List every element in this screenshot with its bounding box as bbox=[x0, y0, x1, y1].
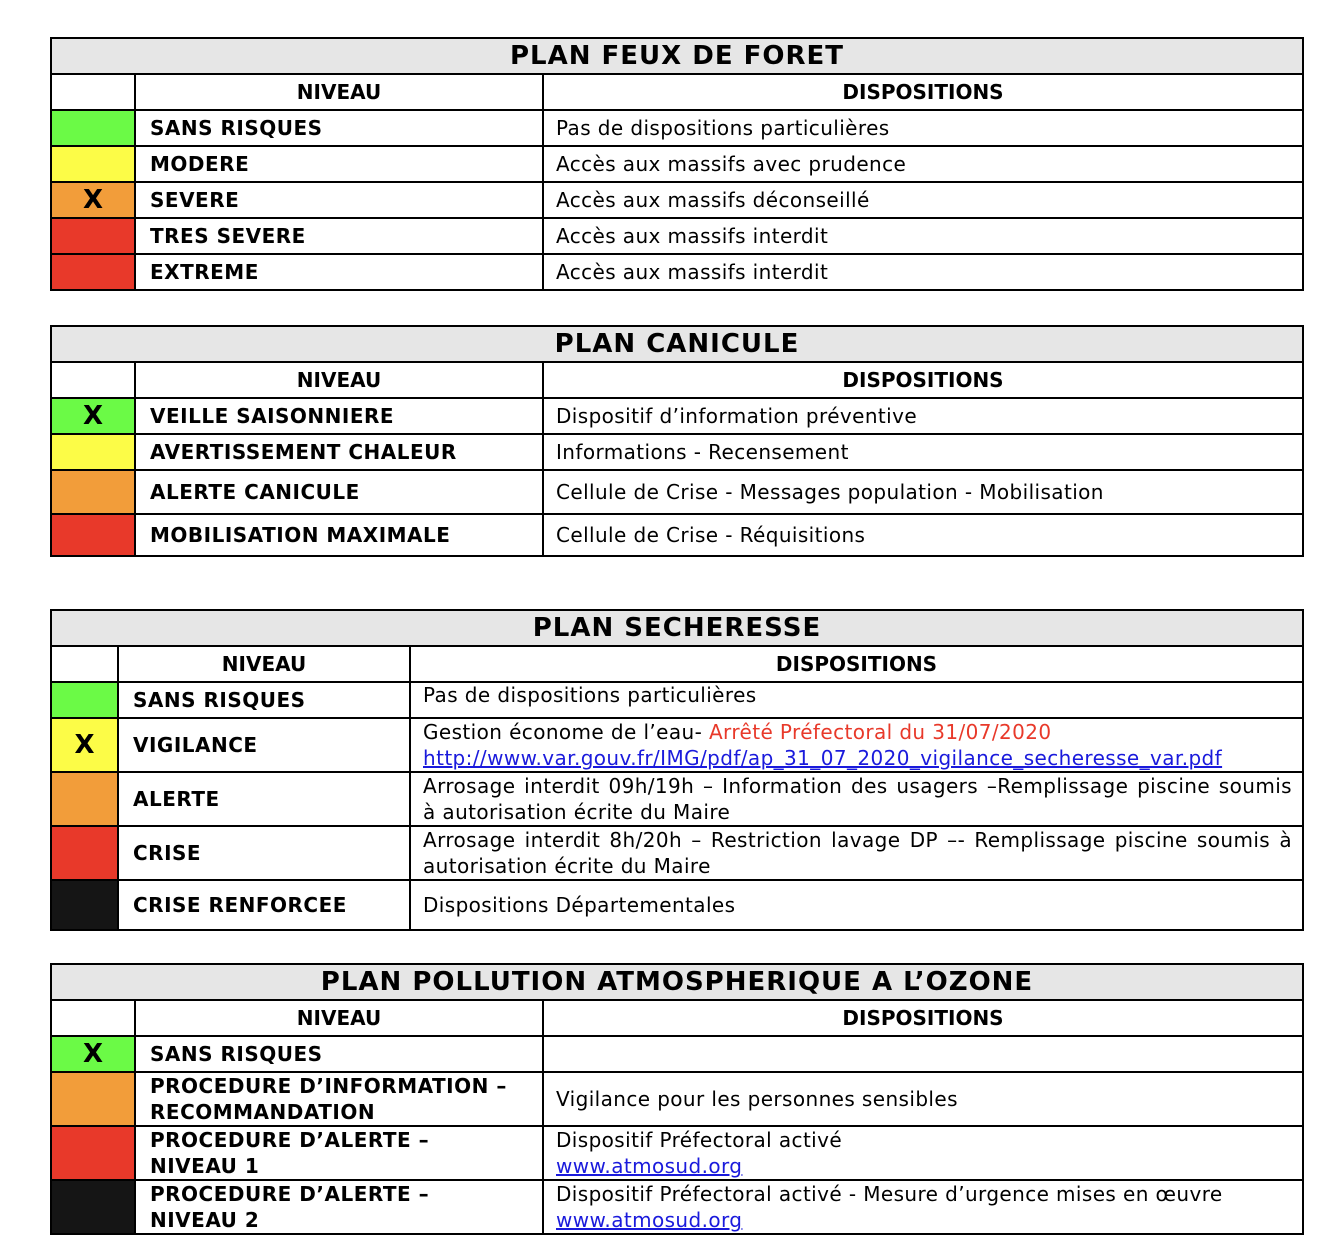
arrete-pdf-link[interactable]: http://www.var.gouv.fr/IMG/pdf/ap_31_07_2020_vigilance_secheresse_var.pdf bbox=[423, 746, 1223, 770]
level-swatch-red bbox=[51, 254, 135, 290]
table-row bbox=[51, 434, 1303, 470]
disposition-cell: Accès aux massifs déconseillé bbox=[543, 182, 1303, 218]
table-row bbox=[51, 826, 1303, 880]
plan-canicule-table bbox=[50, 325, 1304, 557]
niveau-cell: CRISE RENFORCEE bbox=[118, 880, 410, 930]
table-row bbox=[51, 682, 1303, 718]
level-swatch-red bbox=[51, 218, 135, 254]
disposition-cell bbox=[543, 1180, 1303, 1234]
level-swatch-green: X bbox=[51, 1036, 135, 1072]
niveau-cell: MOBILISATION MAXIMALE bbox=[135, 514, 543, 556]
table-title: PLAN CANICULE bbox=[51, 326, 1303, 362]
disposition-cell bbox=[543, 1126, 1303, 1180]
table-row bbox=[51, 218, 1303, 254]
plan-feux-de-foret-table bbox=[50, 37, 1304, 291]
table-row bbox=[51, 880, 1303, 930]
niveau-cell: VEILLE SAISONNIERE bbox=[135, 398, 543, 434]
table-row bbox=[51, 182, 1303, 218]
niveau-header: NIVEAU bbox=[135, 362, 543, 398]
niveau-cell: MODERE bbox=[135, 146, 543, 182]
niveau-header: NIVEAU bbox=[135, 1000, 543, 1036]
disposition-cell bbox=[410, 718, 1303, 772]
dispositions-header: DISPOSITIONS bbox=[543, 1000, 1303, 1036]
niveau-cell: ALERTE CANICULE bbox=[135, 470, 543, 514]
disposition-cell: Accès aux massifs interdit bbox=[543, 218, 1303, 254]
dispositions-header: DISPOSITIONS bbox=[410, 646, 1303, 682]
arrete-reference: Arrêté Préfectoral du 31/07/2020 bbox=[702, 720, 1052, 744]
atmosud-link[interactable]: www.atmosud.org bbox=[556, 1208, 743, 1232]
niveau-cell bbox=[135, 1180, 543, 1234]
level-swatch-orange bbox=[51, 772, 118, 826]
disposition-cell: Cellule de Crise - Réquisitions bbox=[543, 514, 1303, 556]
disposition-text: Dispositif Préfectoral activé bbox=[556, 1128, 843, 1152]
niveau-cell: SANS RISQUES bbox=[135, 1036, 543, 1072]
table-row bbox=[51, 1036, 1303, 1072]
level-swatch-black bbox=[51, 1180, 135, 1234]
table-row bbox=[51, 398, 1303, 434]
niveau-line-2: NIVEAU 1 bbox=[150, 1154, 260, 1178]
niveau-cell: TRES SEVERE bbox=[135, 218, 543, 254]
level-swatch-red bbox=[51, 1126, 135, 1180]
disposition-cell: Dispositif d’information préventive bbox=[543, 398, 1303, 434]
disposition-text: Dispositif Préfectoral activé - Mesure d’urgence mises en œuvre bbox=[556, 1182, 1223, 1206]
niveau-cell: ALERTE bbox=[118, 772, 410, 826]
niveau-line-1: PROCEDURE D’INFORMATION – bbox=[150, 1074, 507, 1098]
niveau-header: NIVEAU bbox=[118, 646, 410, 682]
niveau-cell: SANS RISQUES bbox=[135, 110, 543, 146]
niveau-line-1: PROCEDURE D’ALERTE – bbox=[150, 1182, 430, 1206]
level-swatch-orange: X bbox=[51, 182, 135, 218]
table-row bbox=[51, 254, 1303, 290]
table-row bbox=[51, 772, 1303, 826]
level-swatch-red bbox=[51, 826, 118, 880]
disposition-cell: Accès aux massifs avec prudence bbox=[543, 146, 1303, 182]
niveau-line-1: PROCEDURE D’ALERTE – bbox=[150, 1128, 430, 1152]
plan-secheresse-table bbox=[50, 609, 1304, 931]
niveau-cell: VIGILANCE bbox=[118, 718, 410, 772]
disposition-cell: Accès aux massifs interdit bbox=[543, 254, 1303, 290]
niveau-cell: SEVERE bbox=[135, 182, 543, 218]
niveau-line-2: RECOMMANDATION bbox=[150, 1100, 376, 1124]
table-row bbox=[51, 514, 1303, 556]
level-swatch-green bbox=[51, 682, 118, 718]
disposition-cell: Arrosage interdit 09h/19h – Information des usagers –Remplissage piscine soumis à autorisation écrite du Maire bbox=[410, 772, 1303, 826]
swatch-header bbox=[51, 362, 135, 398]
swatch-header bbox=[51, 1000, 135, 1036]
disposition-cell: Pas de dispositions particulières bbox=[543, 110, 1303, 146]
level-swatch-red bbox=[51, 514, 135, 556]
disposition-cell: Pas de dispositions particulières bbox=[410, 682, 1303, 718]
level-swatch-green bbox=[51, 110, 135, 146]
atmosud-link[interactable]: www.atmosud.org bbox=[556, 1154, 743, 1178]
disposition-cell: Arrosage interdit 8h/20h – Restriction lavage DP –- Remplissage piscine soumis à autorisation écrite du Maire bbox=[410, 826, 1303, 880]
swatch-header bbox=[51, 646, 118, 682]
niveau-cell: SANS RISQUES bbox=[118, 682, 410, 718]
plan-ozone-table bbox=[50, 963, 1304, 1235]
swatch-header bbox=[51, 74, 135, 110]
disposition-cell: Dispositions Départementales bbox=[410, 880, 1303, 930]
disposition-text: Gestion économe de l’eau- bbox=[423, 720, 703, 744]
level-swatch-black bbox=[51, 880, 118, 930]
level-swatch-yellow: X bbox=[51, 718, 118, 772]
disposition-cell: Cellule de Crise - Messages population - Mobilisation bbox=[543, 470, 1303, 514]
level-swatch-green: X bbox=[51, 398, 135, 434]
niveau-cell: CRISE bbox=[118, 826, 410, 880]
table-row bbox=[51, 1180, 1303, 1234]
niveau-line-2: NIVEAU 2 bbox=[150, 1208, 260, 1232]
dispositions-header: DISPOSITIONS bbox=[543, 74, 1303, 110]
disposition-cell bbox=[543, 1036, 1303, 1072]
table-row bbox=[51, 146, 1303, 182]
niveau-cell: AVERTISSEMENT CHALEUR bbox=[135, 434, 543, 470]
table-title: PLAN SECHERESSE bbox=[51, 610, 1303, 646]
table-row bbox=[51, 1126, 1303, 1180]
table-row bbox=[51, 110, 1303, 146]
table-row bbox=[51, 718, 1303, 772]
table-title: PLAN POLLUTION ATMOSPHERIQUE A L’OZONE bbox=[51, 964, 1303, 1000]
disposition-cell: Vigilance pour les personnes sensibles bbox=[543, 1072, 1303, 1126]
niveau-cell bbox=[135, 1072, 543, 1126]
level-swatch-yellow bbox=[51, 146, 135, 182]
level-swatch-yellow bbox=[51, 434, 135, 470]
level-swatch-orange bbox=[51, 1072, 135, 1126]
table-row bbox=[51, 470, 1303, 514]
table-title: PLAN FEUX DE FORET bbox=[51, 38, 1303, 74]
dispositions-header: DISPOSITIONS bbox=[543, 362, 1303, 398]
level-swatch-orange bbox=[51, 470, 135, 514]
disposition-cell: Informations - Recensement bbox=[543, 434, 1303, 470]
niveau-header: NIVEAU bbox=[135, 74, 543, 110]
niveau-cell: EXTREME bbox=[135, 254, 543, 290]
table-row bbox=[51, 1072, 1303, 1126]
niveau-cell bbox=[135, 1126, 543, 1180]
